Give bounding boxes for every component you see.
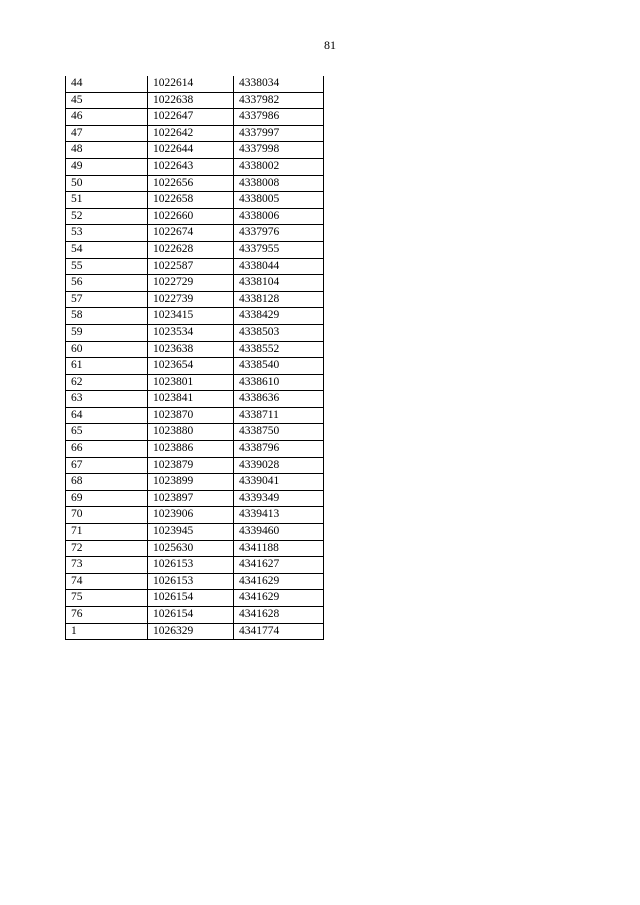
table-row: [66, 308, 324, 325]
table-row: [66, 607, 324, 624]
x-coordinate-cell: 1023654: [148, 358, 234, 375]
x-coordinate-cell: 1022643: [148, 158, 234, 175]
point-number-cell: 60: [66, 341, 148, 358]
page-number: 81: [324, 38, 336, 52]
x-coordinate-cell: 1022614: [148, 76, 234, 92]
table-row: [66, 540, 324, 557]
y-coordinate-cell: 4339460: [234, 524, 324, 541]
point-number-cell: 54: [66, 241, 148, 258]
x-coordinate-cell: 1023638: [148, 341, 234, 358]
y-coordinate-cell: 4338610: [234, 374, 324, 391]
x-coordinate-cell: 1026154: [148, 607, 234, 624]
table-row: [66, 241, 324, 258]
y-coordinate-cell: 4341774: [234, 623, 324, 640]
y-coordinate-cell: 4338005: [234, 192, 324, 209]
table-row: [66, 507, 324, 524]
x-coordinate-cell: 1023899: [148, 474, 234, 491]
point-number-cell: 76: [66, 607, 148, 624]
y-coordinate-cell: 4338750: [234, 424, 324, 441]
y-coordinate-cell: 4339413: [234, 507, 324, 524]
x-coordinate-cell: 1022644: [148, 142, 234, 159]
table-row: [66, 225, 324, 242]
x-coordinate-cell: 1023534: [148, 324, 234, 341]
table-row: [66, 258, 324, 275]
y-coordinate-cell: 4339041: [234, 474, 324, 491]
x-coordinate-cell: 1022656: [148, 175, 234, 192]
y-coordinate-cell: 4341628: [234, 607, 324, 624]
point-number-cell: 46: [66, 109, 148, 126]
y-coordinate-cell: 4337986: [234, 109, 324, 126]
table-row: [66, 590, 324, 607]
y-coordinate-cell: 4337955: [234, 241, 324, 258]
point-number-cell: 57: [66, 291, 148, 308]
y-coordinate-cell: 4338552: [234, 341, 324, 358]
point-number-cell: 65: [66, 424, 148, 441]
point-number-cell: 47: [66, 125, 148, 142]
point-number-cell: 75: [66, 590, 148, 607]
table-row: [66, 524, 324, 541]
table-row: [66, 109, 324, 126]
table-row: [66, 441, 324, 458]
y-coordinate-cell: 4337976: [234, 225, 324, 242]
table-row: [66, 142, 324, 159]
table-row: [66, 490, 324, 507]
point-number-cell: 1: [66, 623, 148, 640]
y-coordinate-cell: 4338044: [234, 258, 324, 275]
y-coordinate-cell: 4337998: [234, 142, 324, 159]
point-number-cell: 53: [66, 225, 148, 242]
table-row: [66, 275, 324, 292]
x-coordinate-cell: 1022729: [148, 275, 234, 292]
x-coordinate-cell: 1023841: [148, 391, 234, 408]
y-coordinate-cell: 4337997: [234, 125, 324, 142]
y-coordinate-cell: 4338008: [234, 175, 324, 192]
point-number-cell: 58: [66, 308, 148, 325]
table-row: [66, 192, 324, 209]
table-row: [66, 324, 324, 341]
y-coordinate-cell: 4341188: [234, 540, 324, 557]
x-coordinate-cell: 1022638: [148, 92, 234, 109]
y-coordinate-cell: 4339349: [234, 490, 324, 507]
table-row: [66, 92, 324, 109]
point-number-cell: 67: [66, 457, 148, 474]
table-row: [66, 158, 324, 175]
table-row: [66, 341, 324, 358]
x-coordinate-cell: 1022647: [148, 109, 234, 126]
table-row: [66, 623, 324, 640]
y-coordinate-cell: 4341627: [234, 557, 324, 574]
x-coordinate-cell: 1022587: [148, 258, 234, 275]
x-coordinate-cell: 1023880: [148, 424, 234, 441]
table-row: [66, 76, 324, 92]
y-coordinate-cell: 4341629: [234, 590, 324, 607]
point-number-cell: 66: [66, 441, 148, 458]
table-row: [66, 424, 324, 441]
point-number-cell: 70: [66, 507, 148, 524]
x-coordinate-cell: 1026154: [148, 590, 234, 607]
y-coordinate-cell: 4338034: [234, 76, 324, 92]
table-row: [66, 125, 324, 142]
point-number-cell: 73: [66, 557, 148, 574]
x-coordinate-cell: 1026329: [148, 623, 234, 640]
table-row: [66, 457, 324, 474]
x-coordinate-cell: 1023870: [148, 407, 234, 424]
point-number-cell: 59: [66, 324, 148, 341]
table-row: [66, 175, 324, 192]
x-coordinate-cell: 1022642: [148, 125, 234, 142]
point-number-cell: 62: [66, 374, 148, 391]
y-coordinate-cell: 4338796: [234, 441, 324, 458]
point-number-cell: 48: [66, 142, 148, 159]
table-row: [66, 358, 324, 375]
point-number-cell: 50: [66, 175, 148, 192]
point-number-cell: 68: [66, 474, 148, 491]
point-number-cell: 51: [66, 192, 148, 209]
table-row: [66, 573, 324, 590]
point-number-cell: 74: [66, 573, 148, 590]
table-row: [66, 557, 324, 574]
y-coordinate-cell: 4338128: [234, 291, 324, 308]
x-coordinate-cell: 1023906: [148, 507, 234, 524]
table-row: [66, 208, 324, 225]
x-coordinate-cell: 1025630: [148, 540, 234, 557]
point-number-cell: 44: [66, 76, 148, 92]
table-row: [66, 474, 324, 491]
point-number-cell: 55: [66, 258, 148, 275]
table-row: [66, 407, 324, 424]
table-row: [66, 391, 324, 408]
x-coordinate-cell: 1026153: [148, 573, 234, 590]
x-coordinate-cell: 1022674: [148, 225, 234, 242]
x-coordinate-cell: 1023879: [148, 457, 234, 474]
x-coordinate-cell: 1026153: [148, 557, 234, 574]
point-number-cell: 72: [66, 540, 148, 557]
y-coordinate-cell: 4338104: [234, 275, 324, 292]
y-coordinate-cell: 4338540: [234, 358, 324, 375]
x-coordinate-cell: 1023945: [148, 524, 234, 541]
point-number-cell: 61: [66, 358, 148, 375]
y-coordinate-cell: 4338429: [234, 308, 324, 325]
y-coordinate-cell: 4341629: [234, 573, 324, 590]
coordinates-table-body: [66, 76, 324, 640]
x-coordinate-cell: 1023415: [148, 308, 234, 325]
y-coordinate-cell: 4337982: [234, 92, 324, 109]
x-coordinate-cell: 1023897: [148, 490, 234, 507]
x-coordinate-cell: 1023886: [148, 441, 234, 458]
y-coordinate-cell: 4338636: [234, 391, 324, 408]
y-coordinate-cell: 4338503: [234, 324, 324, 341]
x-coordinate-cell: 1022628: [148, 241, 234, 258]
x-coordinate-cell: 1022739: [148, 291, 234, 308]
y-coordinate-cell: 4338006: [234, 208, 324, 225]
point-number-cell: 64: [66, 407, 148, 424]
point-number-cell: 45: [66, 92, 148, 109]
x-coordinate-cell: 1022660: [148, 208, 234, 225]
point-number-cell: 69: [66, 490, 148, 507]
y-coordinate-cell: 4338002: [234, 158, 324, 175]
point-number-cell: 49: [66, 158, 148, 175]
x-coordinate-cell: 1023801: [148, 374, 234, 391]
x-coordinate-cell: 1022658: [148, 192, 234, 209]
coordinates-table: [65, 76, 324, 640]
y-coordinate-cell: 4338711: [234, 407, 324, 424]
y-coordinate-cell: 4339028: [234, 457, 324, 474]
point-number-cell: 52: [66, 208, 148, 225]
point-number-cell: 71: [66, 524, 148, 541]
point-number-cell: 56: [66, 275, 148, 292]
table-row: [66, 291, 324, 308]
point-number-cell: 63: [66, 391, 148, 408]
table-row: [66, 374, 324, 391]
